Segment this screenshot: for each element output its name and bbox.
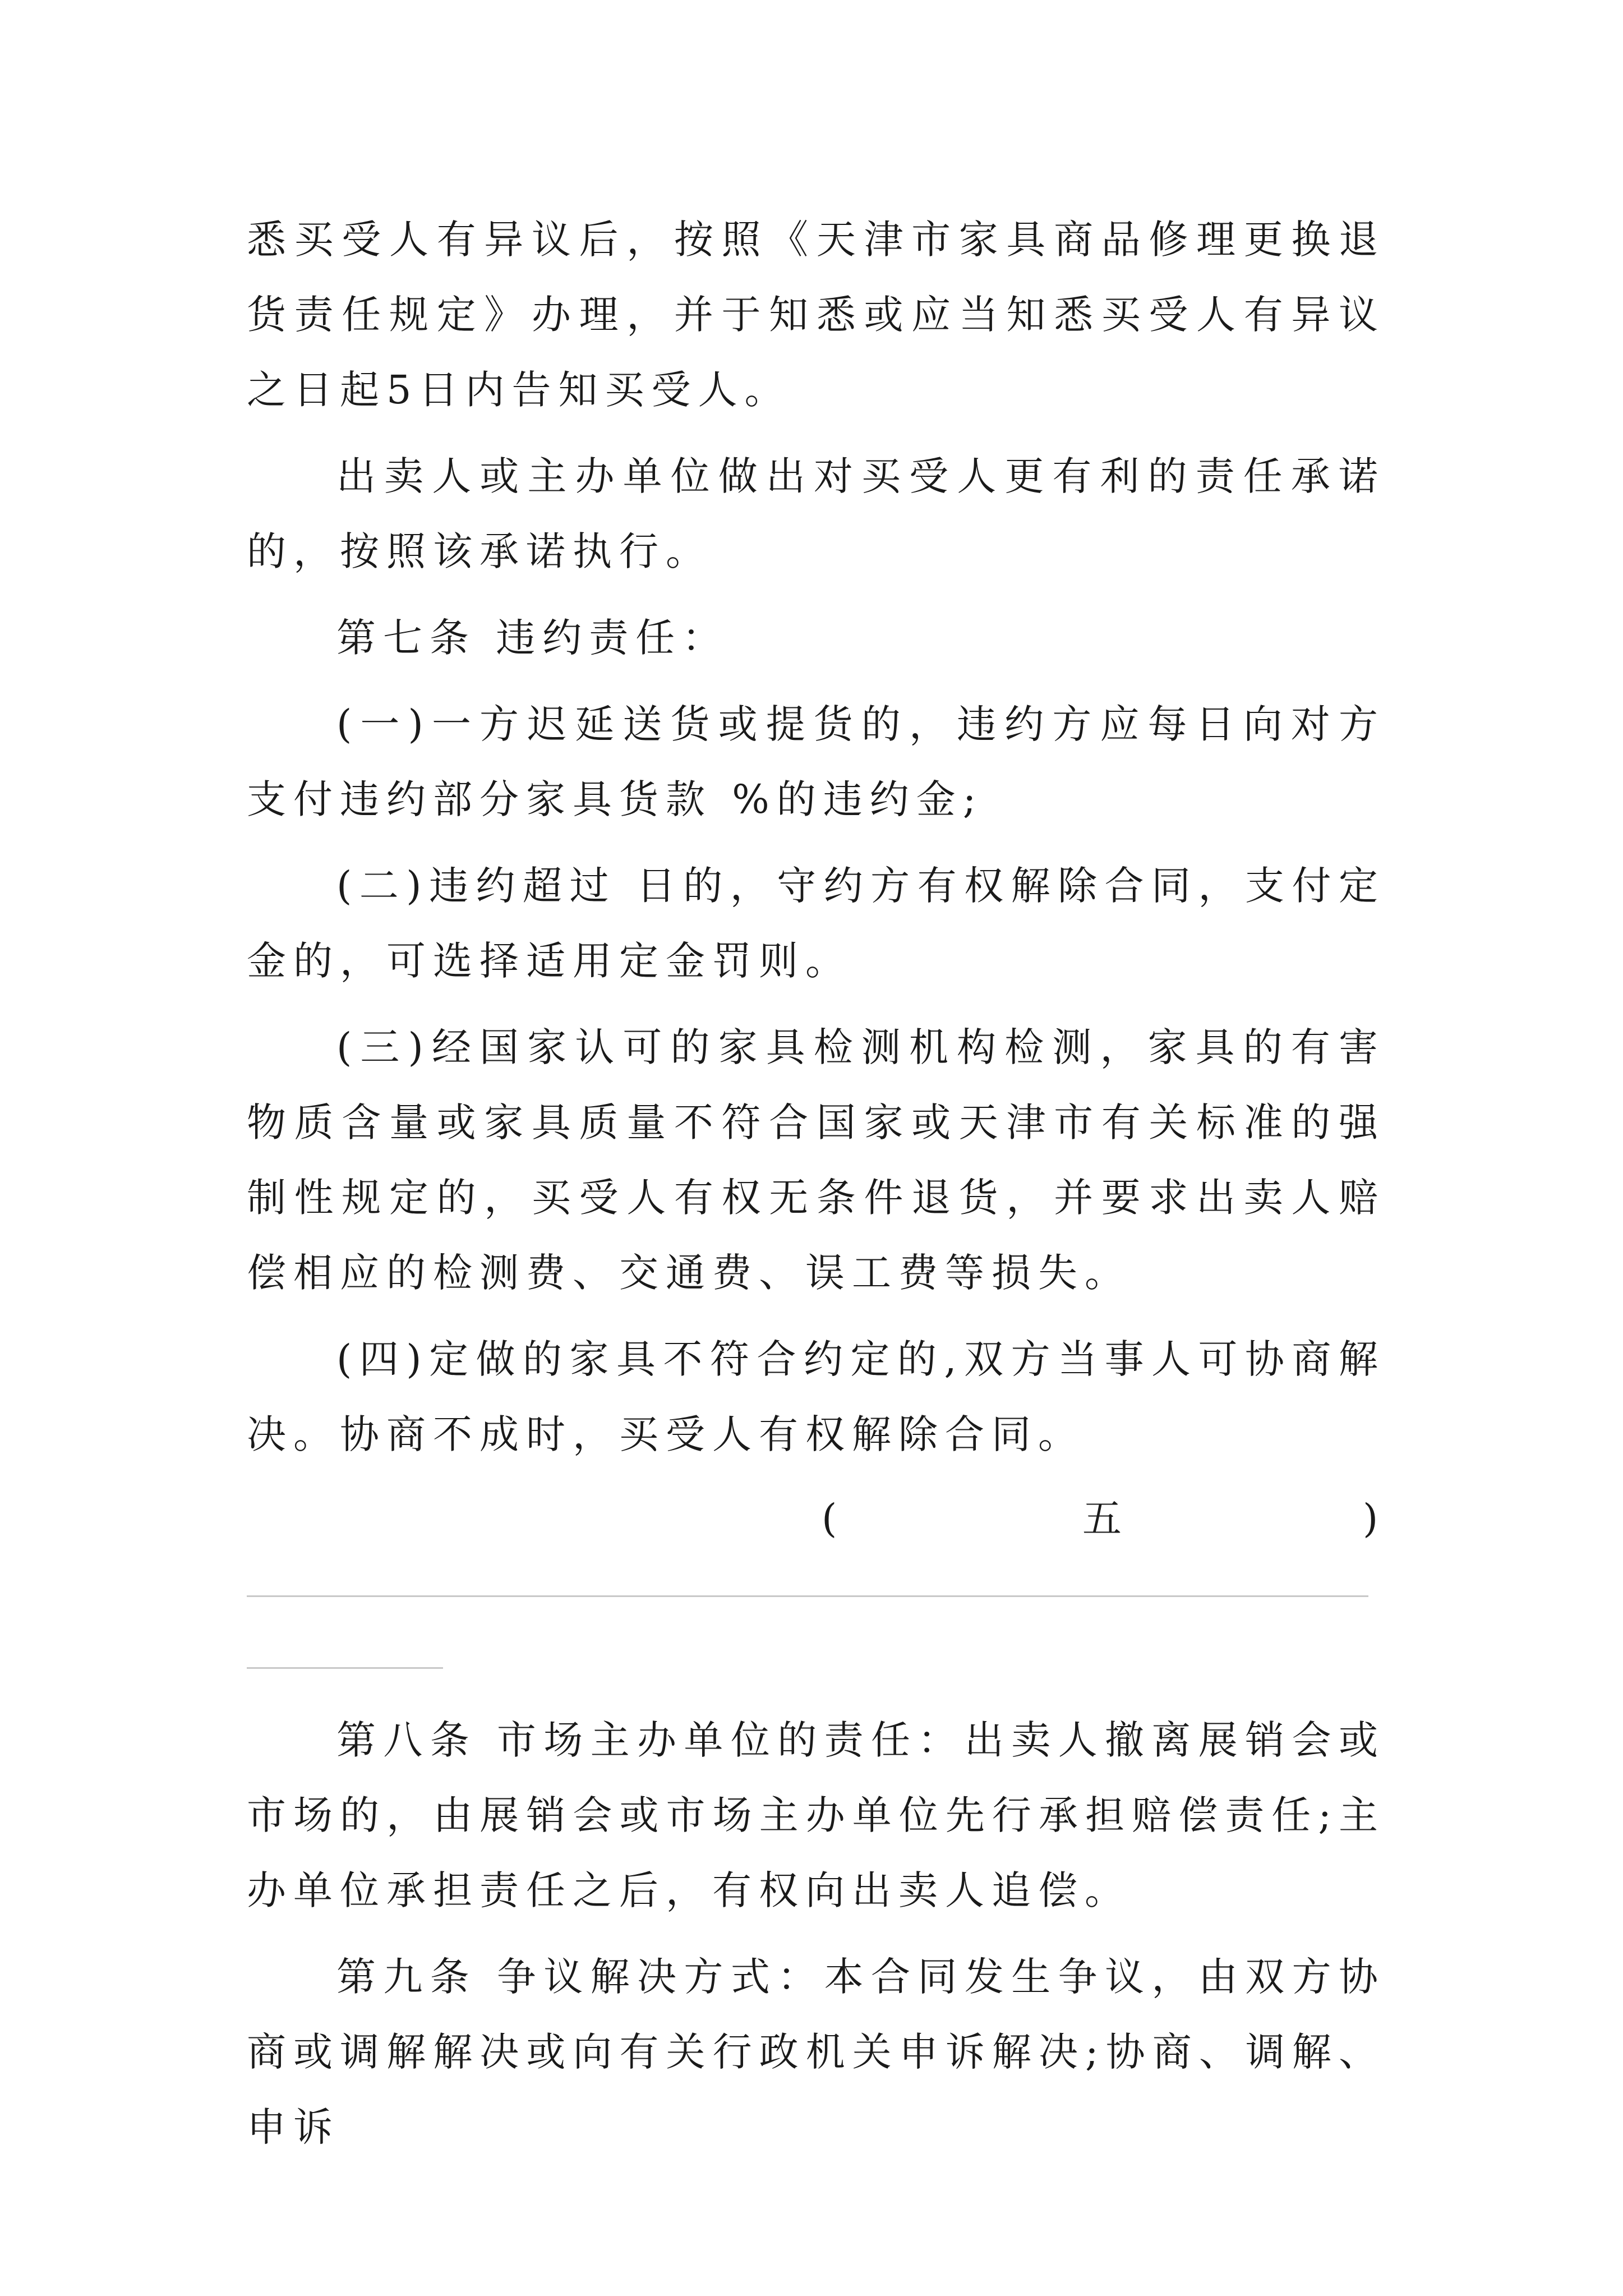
page-number-marker — [247, 1481, 1385, 1556]
page-marker-number: 五 — [1082, 1496, 1122, 1542]
page-divider-line — [247, 1595, 1368, 1597]
article-8: 第八条 市场主办单位的责任：出卖人撤离展销会或市场的，由展销会或市场主办单位先行承担赔偿责任;主办单位承担责任之后，有权向出卖人追偿。 — [247, 1717, 1385, 1913]
article-7-item-2: (二)违约超过 日的，守约方有权解除合同，支付定金的，可选择适用定金罚则。 — [247, 863, 1385, 984]
article-9: 第九条 争议解决方式：本合同发生争议，由双方协商或调解解决或向有关行政机关申诉解决;协商、调解、申诉 — [247, 1954, 1385, 2150]
article-7-item-3: (三)经国家认可的家具检测机构检测，家具的有害物质含量或家具质量不符合国家或天津市有关标准的强制性规定的，买受人有权无条件退货，并要求出卖人赔偿相应的检测费、交通费、误工费等损失。 — [247, 1024, 1385, 1296]
paragraph-continuation: 悉买受人有异议后，按照《天津市家具商品修理更换退货责任规定》办理，并于知悉或应当知悉买受人有异议之日起5日内告知买受人。 — [247, 217, 1385, 413]
article-7-heading: 第七条 违约责任： — [336, 615, 729, 661]
article-7-item-1: (一)一方迟延送货或提货的，违约方应每日向对方支付违约部分家具货款 %的违约金; — [247, 701, 1385, 822]
header-short-line — [247, 1667, 443, 1669]
article-7-item-4: (四)定做的家具不符合约定的,双方当事人可协商解决。协商不成时，买受人有权解除合同。 — [247, 1336, 1385, 1457]
page-marker-close-paren: ) — [1363, 1496, 1378, 1542]
paragraph-seller-commitment: 出卖人或主办单位做出对买受人更有利的责任承诺的，按照该承诺执行。 — [247, 453, 1385, 574]
document-page — [247, 202, 1385, 2165]
page-marker-open-paren: ( — [822, 1496, 837, 1542]
